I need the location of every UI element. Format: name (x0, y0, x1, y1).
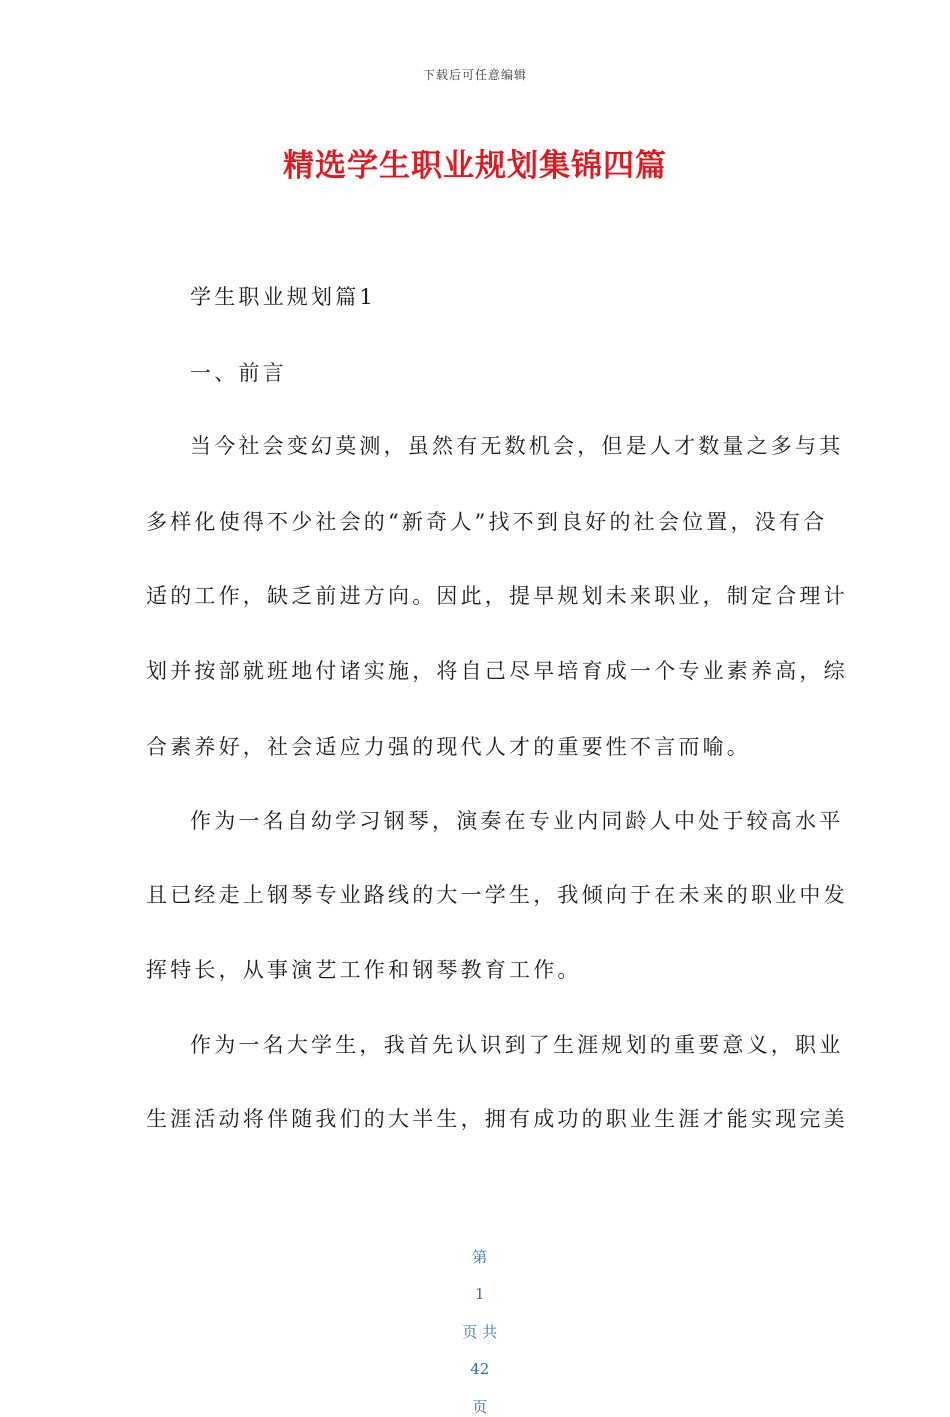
page-footer (0, 1228, 950, 1417)
footer-page-suffix: 页 (472, 1398, 488, 1416)
footer-page-middle: 页 共 (462, 1323, 498, 1341)
header-note: 下载后可任意编辑 (422, 68, 527, 82)
document-title: 精选学生职业规划集锦四篇 (283, 148, 667, 184)
footer-total-pages: 42 (470, 1360, 490, 1378)
paragraph-line: 且已经走上钢琴专业路线的大一学生，我倾向于在未来的职业中发 (146, 883, 848, 907)
paragraph-line: 合素养好，社会适应力强的现代人才的重要性不言而喻。 (146, 735, 751, 759)
subheading: 一、前言 (190, 361, 287, 385)
paragraph-line: 划并按部就班地付诸实施，将自己尽早培育成一个专业素养高，综 (146, 659, 848, 683)
paragraph-line: 适的工作，缺乏前进方向。因此，提早规划未来职业，制定合理计 (146, 584, 848, 608)
section-heading: 学生职业规划篇1 (190, 285, 376, 309)
footer-page-prefix: 第 (472, 1248, 488, 1266)
paragraph-line: 作为一名自幼学习钢琴，演奏在专业内同龄人中处于较高水平 (190, 809, 844, 833)
paragraph-line: 多样化使得不少社会的“新奇人”找不到良好的社会位置，没有合 (146, 510, 828, 534)
paragraph-line: 生涯活动将伴随我们的大半生，拥有成功的职业生涯才能实现完美 (146, 1107, 848, 1131)
paragraph-line: 作为一名大学生，我首先认识到了生涯规划的重要意义，职业 (190, 1033, 844, 1057)
paragraph-line: 当今社会变幻莫测，虽然有无数机会，但是人才数量之多与其 (190, 434, 844, 458)
paragraph-line: 挥特长，从事演艺工作和钢琴教育工作。 (146, 958, 582, 982)
footer-page-number: 1 (475, 1285, 485, 1303)
